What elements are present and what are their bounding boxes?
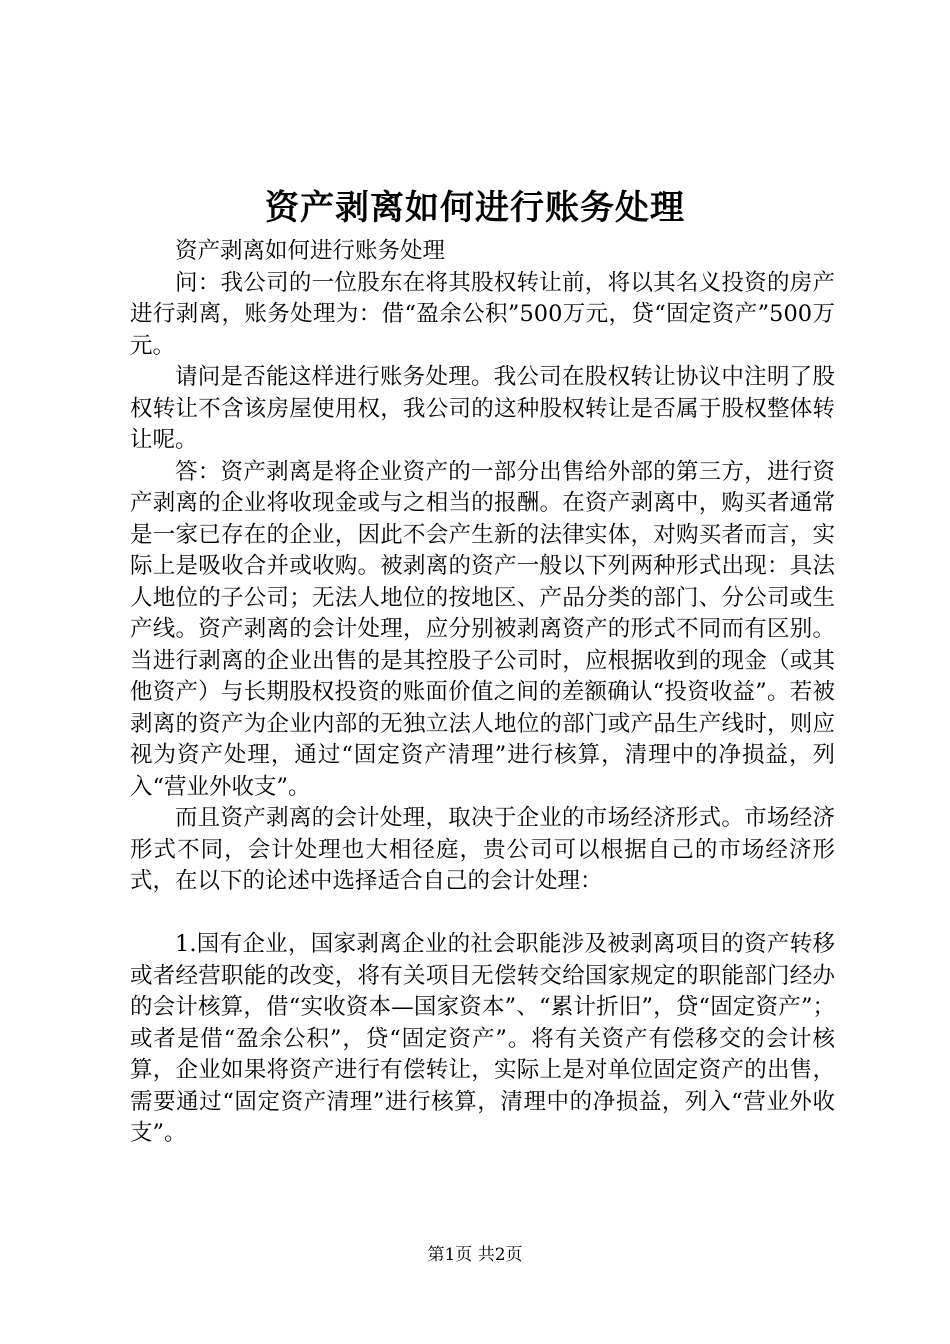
page-footer: 第1页 共2页 [427,1245,523,1265]
document-body [130,236,835,1150]
document-title: 资产剥离如何进行账务处理 [265,188,685,228]
paragraph-subtitle: 资产剥离如何进行账务处理 [175,238,446,264]
paragraph-answer: 答：资产剥离是将企业资产的一部分出售给外部的第三方，进行资产剥离的企业将收现金或与之相当的报酬。在资产剥离中，购买者通常是一家已存在的企业，因此不会产生新的法律实体，对购买者而言，实际上是吸收合并或收购。被剥离的资产一般以下列两种形式出现：具法人地位的子公司；无法人地位的按地区、产品分类的部门、分公司或生产线。资产剥离的会计处理，应分别被剥离资产的形式不同而有区别。当进行剥离的企业出售的是其控股子公司时，应根据收到的现金（或其他资产）与长期股权投资的账面价值之间的差额确认“投资收益”。若被剥离的资产为企业内部的无独立法人地位的部门或产品生产线时，则应视为资产处理，通过“固定资产清理”进行核算，清理中的净损益，列入“营业外收支”。 [130,458,835,800]
paragraph-item-1: 1.国有企业，国家剥离企业的社会职能涉及被剥离项目的资产转移或者经营职能的改变，将有关项目无偿转交给国家规定的职能部门经办的会计核算，借“实收资本—国家资本”、“累计折旧”，贷“固定资产”；或者是借“盈余公积”，贷“固定资产”。将有关资产有偿移交的会计核算，企业如果将资产进行有偿转让，实际上是对单位固定资产的出售，需要通过“固定资产清理”进行核算，清理中的净损益，列入“营业外收支”。 [130,931,835,1146]
paragraph-question: 问：我公司的一位股东在将其股权转让前，将以其名义投资的房产进行剥离，账务处理为：借“盈余公积”500万元，贷“固定资产”500万元。 [130,269,835,359]
paragraph-question-followup: 请问是否能这样进行账务处理。我公司在股权转让协议中注明了股权转让不含该房屋使用权，我公司的这种股权转让是否属于股权整体转让呢。 [130,364,835,453]
paragraph-accounting-forms: 而且资产剥离的会计处理，取决于企业的市场经济形式。市场经济形式不同，会计处理也大相径庭，贵公司可以根据自己的市场经济形式，在以下的论述中选择适合自己的会计处理： [130,805,835,894]
